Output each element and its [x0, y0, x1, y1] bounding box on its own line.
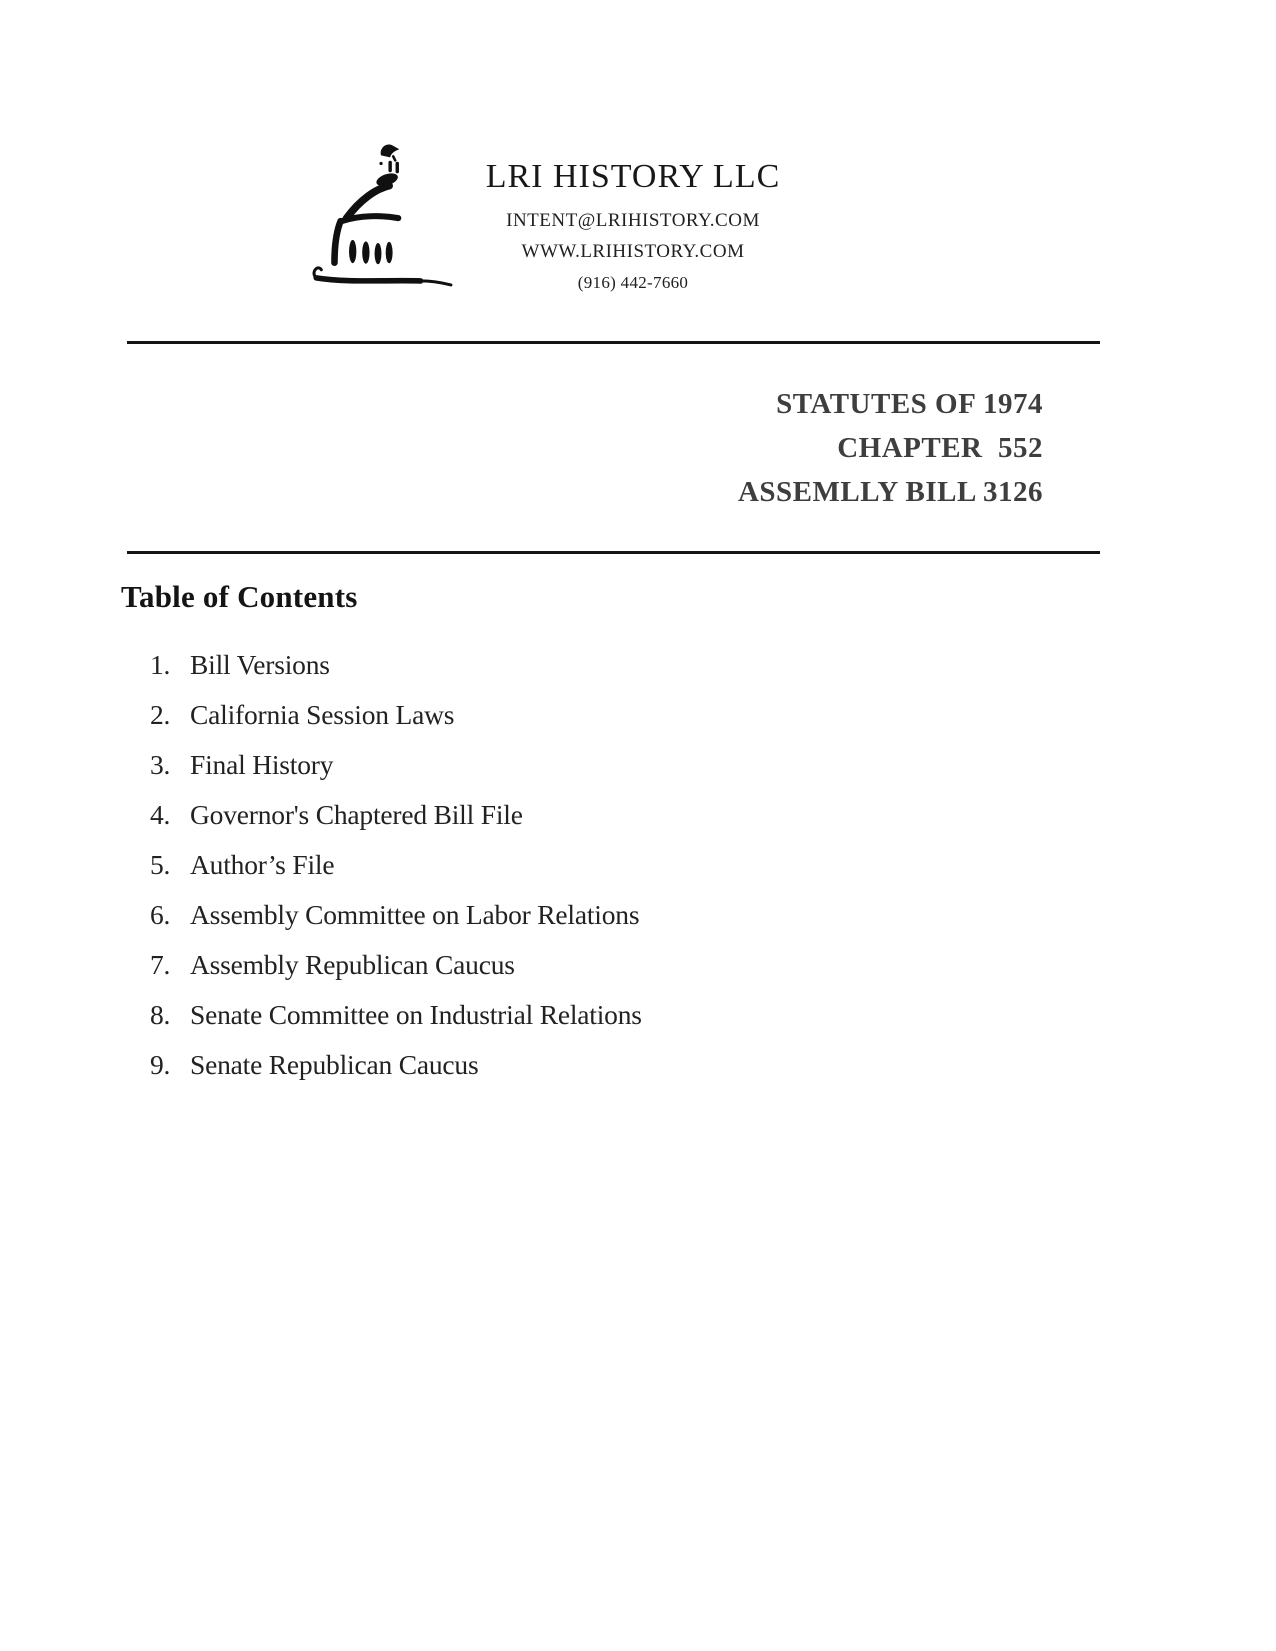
- divider-bottom: [127, 551, 1100, 554]
- toc-list: [150, 650, 950, 1100]
- bill-line: ASSEMLLY BILL 3126: [737, 476, 1043, 508]
- toc-item-number: 7.: [150, 949, 171, 980]
- toc-item: [150, 700, 950, 730]
- toc-item-label: Assembly Republican Caucus: [190, 949, 515, 980]
- toc-item: [150, 800, 950, 830]
- toc-item-label: California Session Laws: [190, 699, 455, 730]
- toc-heading: Table of Contents: [121, 579, 358, 614]
- company-email: INTENT@LRIHISTORY.COM: [506, 210, 760, 231]
- chapter-line: CHAPTER 552: [837, 432, 1043, 464]
- toc-item-label: Senate Republican Caucus: [190, 1049, 479, 1080]
- toc-item-label: Bill Versions: [190, 649, 330, 680]
- letterhead: [433, 158, 833, 298]
- toc-item-number: 6.: [150, 899, 171, 930]
- toc-item-number: 2.: [150, 699, 171, 730]
- toc-item: [150, 650, 950, 680]
- toc-item-number: 9.: [150, 1049, 171, 1080]
- statutes-line: STATUTES OF 1974: [776, 388, 1043, 420]
- toc-item: [150, 850, 950, 880]
- toc-item-label: Author’s File: [190, 849, 335, 880]
- toc-item-number: 5.: [150, 849, 171, 880]
- toc-item: [150, 1050, 950, 1080]
- divider-top: [127, 341, 1100, 344]
- toc-item-label: Assembly Committee on Labor Relations: [190, 899, 640, 930]
- company-name: LRI HISTORY LLC: [485, 158, 781, 195]
- toc-item-number: 4.: [150, 799, 171, 830]
- toc-item-label: Governor's Chaptered Bill File: [190, 799, 523, 830]
- toc-item: [150, 900, 950, 930]
- company-website: WWW.LRIHISTORY.COM: [521, 241, 745, 262]
- toc-item: [150, 950, 950, 980]
- toc-item-label: Final History: [190, 749, 334, 780]
- toc-item-number: 8.: [150, 999, 171, 1030]
- capitol-dome-icon: [300, 126, 454, 288]
- toc-item: [150, 750, 950, 780]
- company-logo: [300, 126, 454, 288]
- toc-item-label: Senate Committee on Industrial Relations: [190, 999, 642, 1030]
- toc-item-number: 1.: [150, 649, 171, 680]
- company-phone: (916) 442-7660: [577, 273, 689, 292]
- statute-reference-block: [738, 382, 1043, 514]
- toc-item: [150, 1000, 950, 1030]
- toc-item-number: 3.: [150, 749, 171, 780]
